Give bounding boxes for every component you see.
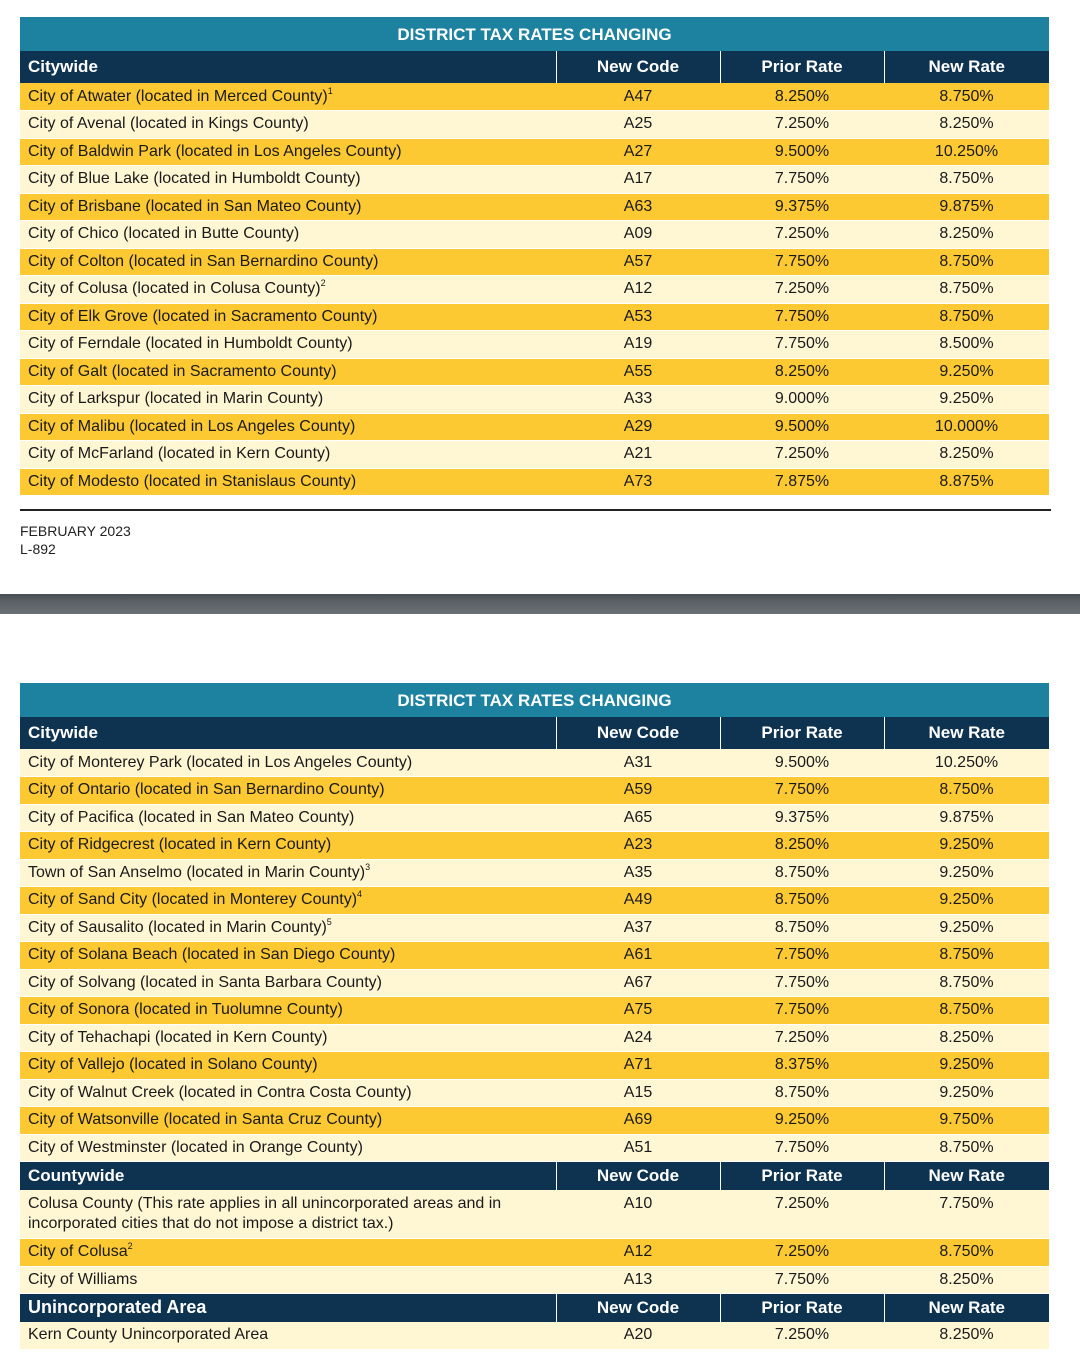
jurisdiction-cell: City of Solana Beach (located in San Diego County) xyxy=(20,942,556,970)
column-header-row xyxy=(20,717,1049,749)
jurisdiction-cell: City of Sand City (located in Monterey County)$^4$ xyxy=(20,887,556,915)
table-row xyxy=(20,138,1049,166)
new-rate-cell: 8.750% xyxy=(884,166,1049,194)
header-citywide: Citywide xyxy=(20,717,556,749)
header-prior-rate: Prior Rate xyxy=(720,51,884,83)
jurisdiction-cell: City of Colton (located in San Bernardino County) xyxy=(20,248,556,276)
header-new-code: New Code xyxy=(556,51,720,83)
new-rate-cell: 9.250% xyxy=(884,859,1049,887)
new-rate-cell: 8.750% xyxy=(884,1239,1049,1267)
section-header-row xyxy=(20,1162,1049,1190)
header-citywide: Citywide xyxy=(20,51,556,83)
table-row xyxy=(20,1024,1049,1052)
prior-rate-cell: 7.750% xyxy=(720,166,884,194)
district-tax-rates-table-2 xyxy=(20,683,1049,1350)
table-row xyxy=(20,248,1049,276)
table-row xyxy=(20,303,1049,331)
prior-rate-cell: 7.250% xyxy=(720,1322,884,1350)
new-code-cell: A67 xyxy=(556,969,720,997)
new-code-cell: A31 xyxy=(556,749,720,777)
prior-rate-cell: 7.750% xyxy=(720,777,884,805)
table-row xyxy=(20,166,1049,194)
new-code-cell: A51 xyxy=(556,1134,720,1162)
table-row xyxy=(20,1266,1049,1294)
table-row xyxy=(20,111,1049,139)
new-code-cell: A49 xyxy=(556,887,720,915)
prior-rate-cell: 9.500% xyxy=(720,138,884,166)
table-row xyxy=(20,804,1049,832)
prior-rate-cell: 8.375% xyxy=(720,1052,884,1080)
table-row xyxy=(20,969,1049,997)
new-code-cell: A15 xyxy=(556,1079,720,1107)
table-row xyxy=(20,1190,1049,1239)
new-code-cell: A57 xyxy=(556,248,720,276)
prior-rate-cell: 8.750% xyxy=(720,914,884,942)
table-row xyxy=(20,193,1049,221)
jurisdiction-cell: City of Chico (located in Butte County) xyxy=(20,221,556,249)
header-new-rate: New Rate xyxy=(884,1294,1049,1322)
prior-rate-cell: 7.750% xyxy=(720,1266,884,1294)
jurisdiction-cell: City of Blue Lake (located in Humboldt County) xyxy=(20,166,556,194)
new-rate-cell: 8.250% xyxy=(884,441,1049,469)
header-prior-rate: Prior Rate xyxy=(720,717,884,749)
table-row xyxy=(20,386,1049,414)
footnote-marker: 4 xyxy=(357,889,363,900)
footnote-marker: 2 xyxy=(320,278,326,289)
header-new-code: New Code xyxy=(556,717,720,749)
new-rate-cell: 8.500% xyxy=(884,331,1049,359)
jurisdiction-cell: City of Malibu (located in Los Angeles County) xyxy=(20,413,556,441)
prior-rate-cell: 8.250% xyxy=(720,83,884,111)
jurisdiction-cell: City of Galt (located in Sacramento County) xyxy=(20,358,556,386)
header-new-code: New Code xyxy=(556,1162,720,1190)
new-rate-cell: 9.250% xyxy=(884,914,1049,942)
new-rate-cell: 7.750% xyxy=(884,1190,1049,1239)
table-row xyxy=(20,441,1049,469)
header-prior-rate: Prior Rate xyxy=(720,1162,884,1190)
table-row xyxy=(20,221,1049,249)
jurisdiction-cell: City of Ontario (located in San Bernardino County) xyxy=(20,777,556,805)
new-code-cell: A24 xyxy=(556,1024,720,1052)
new-rate-cell: 8.750% xyxy=(884,997,1049,1025)
new-code-cell: A35 xyxy=(556,859,720,887)
new-rate-cell: 8.750% xyxy=(884,83,1049,111)
new-rate-cell: 9.250% xyxy=(884,386,1049,414)
table-row xyxy=(20,468,1049,496)
new-code-cell: A47 xyxy=(556,83,720,111)
document-page-1 xyxy=(0,0,1080,594)
jurisdiction-cell: City of Avenal (located in Kings County) xyxy=(20,111,556,139)
new-rate-cell: 8.250% xyxy=(884,1266,1049,1294)
new-code-cell: A21 xyxy=(556,441,720,469)
table-row xyxy=(20,83,1049,111)
new-rate-cell: 10.000% xyxy=(884,413,1049,441)
jurisdiction-cell: City of Larkspur (located in Marin County) xyxy=(20,386,556,414)
table-row xyxy=(20,887,1049,915)
header-new-rate: New Rate xyxy=(884,717,1049,749)
prior-rate-cell: 9.500% xyxy=(720,749,884,777)
table-row xyxy=(20,331,1049,359)
table-row xyxy=(20,1079,1049,1107)
new-code-cell: A12 xyxy=(556,276,720,304)
header-unincorporated-area: Unincorporated Area xyxy=(20,1294,556,1322)
new-code-cell: A59 xyxy=(556,777,720,805)
new-rate-cell: 10.250% xyxy=(884,749,1049,777)
new-code-cell: A33 xyxy=(556,386,720,414)
prior-rate-cell: 7.250% xyxy=(720,1024,884,1052)
jurisdiction-cell: City of Brisbane (located in San Mateo County) xyxy=(20,193,556,221)
new-code-cell: A27 xyxy=(556,138,720,166)
jurisdiction-cell: City of Sausalito (located in Marin County)$^5$ xyxy=(20,914,556,942)
new-rate-cell: 8.750% xyxy=(884,942,1049,970)
footnote-marker: 2 xyxy=(127,1241,133,1252)
new-code-cell: A71 xyxy=(556,1052,720,1080)
jurisdiction-cell: City of Solvang (located in Santa Barbara County) xyxy=(20,969,556,997)
prior-rate-cell: 7.750% xyxy=(720,1134,884,1162)
prior-rate-cell: 8.750% xyxy=(720,1079,884,1107)
jurisdiction-cell: City of Pacifica (located in San Mateo County) xyxy=(20,804,556,832)
jurisdiction-cell: City of Walnut Creek (located in Contra Costa County) xyxy=(20,1079,556,1107)
jurisdiction-cell: City of McFarland (located in Kern County) xyxy=(20,441,556,469)
new-code-cell: A53 xyxy=(556,303,720,331)
jurisdiction-cell: City of Baldwin Park (located in Los Angeles County) xyxy=(20,138,556,166)
prior-rate-cell: 7.750% xyxy=(720,331,884,359)
prior-rate-cell: 7.750% xyxy=(720,997,884,1025)
jurisdiction-cell: City of Ferndale (located in Humboldt County) xyxy=(20,331,556,359)
new-code-cell: A20 xyxy=(556,1322,720,1350)
jurisdiction-cell: City of Vallejo (located in Solano County) xyxy=(20,1052,556,1080)
prior-rate-cell: 7.750% xyxy=(720,303,884,331)
jurisdiction-cell: City of Tehachapi (located in Kern County) xyxy=(20,1024,556,1052)
new-rate-cell: 8.750% xyxy=(884,303,1049,331)
new-code-cell: A69 xyxy=(556,1107,720,1135)
new-code-cell: A61 xyxy=(556,942,720,970)
jurisdiction-cell: City of Williams xyxy=(20,1266,556,1294)
jurisdiction-cell: City of Colusa$^2$ xyxy=(20,1239,556,1267)
table-row xyxy=(20,1052,1049,1080)
header-countywide: Countywide xyxy=(20,1162,556,1190)
new-rate-cell: 9.250% xyxy=(884,887,1049,915)
new-rate-cell: 8.750% xyxy=(884,777,1049,805)
new-rate-cell: 8.750% xyxy=(884,1134,1049,1162)
new-code-cell: A12 xyxy=(556,1239,720,1267)
table-row xyxy=(20,749,1049,777)
table-row xyxy=(20,1322,1049,1350)
header-new-rate: New Rate xyxy=(884,51,1049,83)
prior-rate-cell: 9.500% xyxy=(720,413,884,441)
prior-rate-cell: 7.750% xyxy=(720,942,884,970)
table-row xyxy=(20,777,1049,805)
new-code-cell: A73 xyxy=(556,468,720,496)
section-header-row xyxy=(20,1294,1049,1322)
prior-rate-cell: 9.375% xyxy=(720,193,884,221)
new-rate-cell: 9.250% xyxy=(884,358,1049,386)
jurisdiction-cell: City of Ridgecrest (located in Kern County) xyxy=(20,832,556,860)
new-rate-cell: 9.250% xyxy=(884,832,1049,860)
prior-rate-cell: 7.250% xyxy=(720,276,884,304)
table-row xyxy=(20,942,1049,970)
jurisdiction-cell: City of Monterey Park (located in Los Angeles County) xyxy=(20,749,556,777)
new-code-cell: A13 xyxy=(556,1266,720,1294)
new-code-cell: A17 xyxy=(556,166,720,194)
jurisdiction-cell: City of Colusa (located in Colusa County)$^2$ xyxy=(20,276,556,304)
table-row xyxy=(20,358,1049,386)
new-rate-cell: 10.250% xyxy=(884,138,1049,166)
new-code-cell: A65 xyxy=(556,804,720,832)
column-header-row xyxy=(20,51,1049,83)
new-rate-cell: 8.875% xyxy=(884,468,1049,496)
jurisdiction-cell: Town of San Anselmo (located in Marin County)$^3$ xyxy=(20,859,556,887)
new-rate-cell: 8.750% xyxy=(884,969,1049,997)
new-rate-cell: 9.875% xyxy=(884,193,1049,221)
prior-rate-cell: 7.750% xyxy=(720,248,884,276)
header-new-code: New Code xyxy=(556,1294,720,1322)
table-row xyxy=(20,413,1049,441)
prior-rate-cell: 7.750% xyxy=(720,969,884,997)
new-rate-cell: 8.250% xyxy=(884,221,1049,249)
table-title: DISTRICT TAX RATES CHANGING xyxy=(20,683,1049,717)
table-row xyxy=(20,997,1049,1025)
jurisdiction-cell: Colusa County (This rate applies in all unincorporated areas and in incorporated cities that do not impose a district tax.) xyxy=(20,1190,556,1239)
new-code-cell: A75 xyxy=(556,997,720,1025)
new-rate-cell: 8.250% xyxy=(884,1322,1049,1350)
prior-rate-cell: 8.250% xyxy=(720,832,884,860)
new-rate-cell: 9.250% xyxy=(884,1052,1049,1080)
footnote-marker: 1 xyxy=(327,85,333,96)
new-code-cell: A63 xyxy=(556,193,720,221)
prior-rate-cell: 7.875% xyxy=(720,468,884,496)
prior-rate-cell: 7.250% xyxy=(720,1239,884,1267)
header-new-rate: New Rate xyxy=(884,1162,1049,1190)
document-page-2 xyxy=(0,614,1080,1369)
footer-date: FEBRUARY 2023 xyxy=(20,523,131,539)
footer-form-code: L-892 xyxy=(20,541,56,557)
prior-rate-cell: 8.750% xyxy=(720,887,884,915)
page-footer xyxy=(20,522,131,558)
prior-rate-cell: 7.250% xyxy=(720,441,884,469)
prior-rate-cell: 7.250% xyxy=(720,221,884,249)
jurisdiction-cell: City of Modesto (located in Stanislaus County) xyxy=(20,468,556,496)
new-code-cell: A25 xyxy=(556,111,720,139)
table-row xyxy=(20,1239,1049,1267)
prior-rate-cell: 9.250% xyxy=(720,1107,884,1135)
new-rate-cell: 8.750% xyxy=(884,248,1049,276)
prior-rate-cell: 9.375% xyxy=(720,804,884,832)
jurisdiction-cell: Kern County Unincorporated Area xyxy=(20,1322,556,1350)
table-row xyxy=(20,914,1049,942)
new-code-cell: A19 xyxy=(556,331,720,359)
new-code-cell: A23 xyxy=(556,832,720,860)
new-rate-cell: 8.750% xyxy=(884,276,1049,304)
new-rate-cell: 8.250% xyxy=(884,111,1049,139)
footer-divider xyxy=(20,509,1051,511)
jurisdiction-cell: City of Elk Grove (located in Sacramento County) xyxy=(20,303,556,331)
page-separator xyxy=(0,594,1080,614)
table-row xyxy=(20,276,1049,304)
header-prior-rate: Prior Rate xyxy=(720,1294,884,1322)
prior-rate-cell: 9.000% xyxy=(720,386,884,414)
table-title: DISTRICT TAX RATES CHANGING xyxy=(20,17,1049,51)
new-rate-cell: 8.250% xyxy=(884,1024,1049,1052)
jurisdiction-cell: City of Sonora (located in Tuolumne County) xyxy=(20,997,556,1025)
new-rate-cell: 9.875% xyxy=(884,804,1049,832)
jurisdiction-cell: City of Watsonville (located in Santa Cruz County) xyxy=(20,1107,556,1135)
new-code-cell: A37 xyxy=(556,914,720,942)
new-code-cell: A55 xyxy=(556,358,720,386)
prior-rate-cell: 7.250% xyxy=(720,1190,884,1239)
table-row xyxy=(20,832,1049,860)
table-row xyxy=(20,1107,1049,1135)
new-code-cell: A09 xyxy=(556,221,720,249)
prior-rate-cell: 7.250% xyxy=(720,111,884,139)
jurisdiction-cell: City of Atwater (located in Merced County)$^1$ xyxy=(20,83,556,111)
footnote-marker: 3 xyxy=(365,861,371,872)
prior-rate-cell: 8.750% xyxy=(720,859,884,887)
table-row xyxy=(20,859,1049,887)
new-rate-cell: 9.750% xyxy=(884,1107,1049,1135)
new-code-cell: A29 xyxy=(556,413,720,441)
prior-rate-cell: 8.250% xyxy=(720,358,884,386)
new-rate-cell: 9.250% xyxy=(884,1079,1049,1107)
jurisdiction-cell: City of Westminster (located in Orange County) xyxy=(20,1134,556,1162)
table-row xyxy=(20,1134,1049,1162)
district-tax-rates-table-1 xyxy=(20,17,1049,496)
footnote-marker: 5 xyxy=(326,916,332,927)
new-code-cell: A10 xyxy=(556,1190,720,1239)
